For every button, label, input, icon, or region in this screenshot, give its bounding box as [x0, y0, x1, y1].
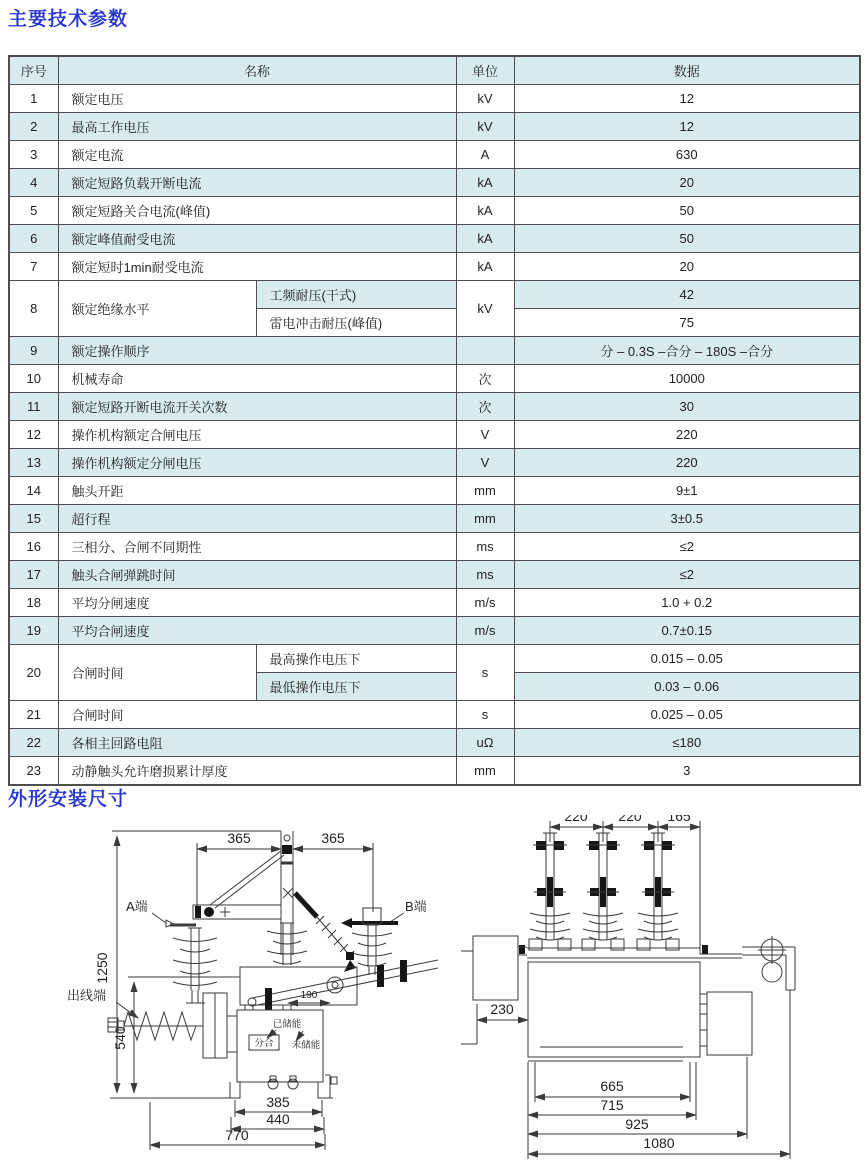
table-row [9, 365, 860, 393]
table-cell: 机械寿命 [58, 365, 456, 393]
label-a-terminal: A端 [126, 899, 148, 914]
table-cell: kV [456, 281, 514, 337]
table-cell: 21 [9, 701, 58, 729]
table-cell: 4 [9, 169, 58, 197]
table-cell: 各相主回路电阻 [58, 729, 456, 757]
table-cell: 22 [9, 729, 58, 757]
table-cell: 13 [9, 449, 58, 477]
table-cell: 75 [514, 309, 860, 337]
dim-220-1: 220 [564, 815, 588, 824]
table-cell: V [456, 421, 514, 449]
table-cell: 12 [514, 85, 860, 113]
table-cell: kV [456, 113, 514, 141]
table-header-cell: 数据 [514, 56, 860, 85]
table-cell: 50 [514, 225, 860, 253]
dim-385: 385 [266, 1094, 290, 1110]
table-cell: 次 [456, 365, 514, 393]
label-uncharged: 未储能 [291, 1040, 321, 1051]
table-cell: 12 [514, 113, 860, 141]
table-cell: 3±0.5 [514, 505, 860, 533]
table-row [9, 421, 860, 449]
table-cell: 30 [514, 393, 860, 421]
table-cell: 额定峰值耐受电流 [58, 225, 456, 253]
table-cell: 3 [9, 141, 58, 169]
table-cell: 雷电冲击耐压(峰值) [256, 309, 456, 337]
table-row [9, 729, 860, 757]
table-cell: 7 [9, 253, 58, 281]
table-cell: uΩ [456, 729, 514, 757]
table-row [9, 589, 860, 617]
table-cell: 触头开距 [58, 477, 456, 505]
table-cell: 额定电流 [58, 141, 456, 169]
params-table [8, 55, 861, 786]
section-title-dimensions: 外形安装尺寸 [8, 789, 129, 810]
table-cell: 额定操作顺序 [58, 337, 456, 365]
table-cell: m/s [456, 617, 514, 645]
table-cell: mm [456, 757, 514, 786]
right-front-view [461, 815, 795, 1159]
installation-drawings [0, 815, 867, 1175]
table-cell: 14 [9, 477, 58, 505]
table-cell: 0.025 – 0.05 [514, 701, 860, 729]
table-row [9, 141, 860, 169]
table-cell: kA [456, 225, 514, 253]
table-cell: 8 [9, 281, 58, 337]
table-row [9, 197, 860, 225]
table-cell: 23 [9, 757, 58, 786]
table-cell: 11 [9, 393, 58, 421]
dim-665: 665 [600, 1078, 624, 1094]
table-cell: kV [456, 85, 514, 113]
table-cell: 10 [9, 365, 58, 393]
label-open-close: 分合 [254, 1038, 274, 1049]
table-cell: 额定短时1min耐受电流 [58, 253, 456, 281]
table-cell: 平均分闸速度 [58, 589, 456, 617]
table-cell: ≤2 [514, 533, 860, 561]
section-title-params: 主要技术参数 [8, 9, 129, 30]
table-cell: 操作机构额定分闸电压 [58, 449, 456, 477]
table-cell: 分 – 0.3S –合分 – 180S –合分 [514, 337, 860, 365]
table-header-row [9, 56, 860, 85]
table-row [9, 449, 860, 477]
table-cell: kA [456, 197, 514, 225]
table-cell: 超行程 [58, 505, 456, 533]
table-cell: 合闸时间 [58, 701, 456, 729]
table-cell: 20 [9, 645, 58, 701]
table-row [9, 393, 860, 421]
table-row [9, 617, 860, 645]
table-cell: s [456, 701, 514, 729]
table-cell: 三相分、合闸不同期性 [58, 533, 456, 561]
table-cell: 20 [514, 169, 860, 197]
table-row [9, 281, 860, 309]
table-cell: kA [456, 169, 514, 197]
table-cell: 最高操作电压下 [256, 645, 456, 673]
dim-165: 165 [667, 815, 691, 824]
table-cell: A [456, 141, 514, 169]
table-cell: 5 [9, 197, 58, 225]
table-cell: 6 [9, 225, 58, 253]
table-cell: kA [456, 253, 514, 281]
table-cell: 220 [514, 421, 860, 449]
table-cell: 操作机构额定合闸电压 [58, 421, 456, 449]
table-cell: 18 [9, 589, 58, 617]
table-cell: 3 [514, 757, 860, 786]
table-cell: 动静触头允许磨损累计厚度 [58, 757, 456, 786]
table-cell: 0.015 – 0.05 [514, 645, 860, 673]
dim-365-right: 365 [321, 830, 345, 846]
table-cell: mm [456, 477, 514, 505]
table-cell: 额定绝缘水平 [58, 281, 256, 337]
table-cell: 最低操作电压下 [256, 673, 456, 701]
dim-540: 540 [112, 1026, 128, 1050]
table-cell: 次 [456, 393, 514, 421]
table-cell: 0.03 – 0.06 [514, 673, 860, 701]
table-cell: 触头合闸弹跳时间 [58, 561, 456, 589]
table-row [9, 645, 860, 673]
table-header-cell: 名称 [58, 56, 456, 85]
table-cell: ms [456, 533, 514, 561]
table-cell: V [456, 449, 514, 477]
table-row [9, 225, 860, 253]
dim-770: 770 [225, 1127, 249, 1143]
table-cell: mm [456, 505, 514, 533]
table-cell: 额定短路关合电流(峰值) [58, 197, 456, 225]
table-cell: 220 [514, 449, 860, 477]
dim-1080: 1080 [643, 1135, 675, 1151]
table-row [9, 113, 860, 141]
table-row [9, 701, 860, 729]
table-cell: 12 [9, 421, 58, 449]
table-cell: 17 [9, 561, 58, 589]
table-cell: 额定短路开断电流开关次数 [58, 393, 456, 421]
table-row [9, 533, 860, 561]
table-cell: ≤180 [514, 729, 860, 757]
dimension-drawing-svg [0, 815, 867, 1175]
table-row [9, 561, 860, 589]
table-cell: 1 [9, 85, 58, 113]
dim-190: 190 [300, 990, 318, 1001]
table-cell: ms [456, 561, 514, 589]
table-cell: 9 [9, 337, 58, 365]
dim-925: 925 [625, 1116, 649, 1132]
label-charged: 已储能 [272, 1019, 302, 1030]
table-cell: 合闸时间 [58, 645, 256, 701]
table-cell: 20 [514, 253, 860, 281]
table-row [9, 85, 860, 113]
table-cell: 平均合闸速度 [58, 617, 456, 645]
table-header-cell: 序号 [9, 56, 58, 85]
table-cell: 0.7±0.15 [514, 617, 860, 645]
table-cell: 额定电压 [58, 85, 456, 113]
dim-715: 715 [600, 1097, 624, 1113]
table-cell: 16 [9, 533, 58, 561]
dim-440: 440 [266, 1111, 290, 1127]
table-body [9, 85, 860, 786]
table-row [9, 169, 860, 197]
dim-1250: 1250 [94, 952, 110, 984]
table-cell [456, 337, 514, 365]
table-cell: 630 [514, 141, 860, 169]
table-cell: s [456, 645, 514, 701]
table-cell: 最高工作电压 [58, 113, 456, 141]
dim-220-2: 220 [618, 815, 642, 824]
label-outlet-terminal: 出线端 [67, 988, 107, 1003]
table-cell: 19 [9, 617, 58, 645]
table-row [9, 757, 860, 786]
dim-365-left: 365 [227, 830, 251, 846]
table-cell: 1.0 + 0.2 [514, 589, 860, 617]
table-row [9, 477, 860, 505]
table-cell: 15 [9, 505, 58, 533]
table-cell: m/s [456, 589, 514, 617]
table-cell: 9±1 [514, 477, 860, 505]
table-row [9, 253, 860, 281]
table-cell: 42 [514, 281, 860, 309]
table-cell: 50 [514, 197, 860, 225]
table-cell: 工频耐压(干式) [256, 281, 456, 309]
table-header [9, 56, 860, 85]
table-cell: ≤2 [514, 561, 860, 589]
left-side-view [67, 830, 438, 1150]
table-cell: 2 [9, 113, 58, 141]
dim-230: 230 [490, 1001, 514, 1017]
table-header-cell: 单位 [456, 56, 514, 85]
table-row [9, 505, 860, 533]
table-cell: 10000 [514, 365, 860, 393]
table-cell: 额定短路负载开断电流 [58, 169, 456, 197]
table-row [9, 337, 860, 365]
label-b-terminal: B端 [405, 899, 427, 914]
